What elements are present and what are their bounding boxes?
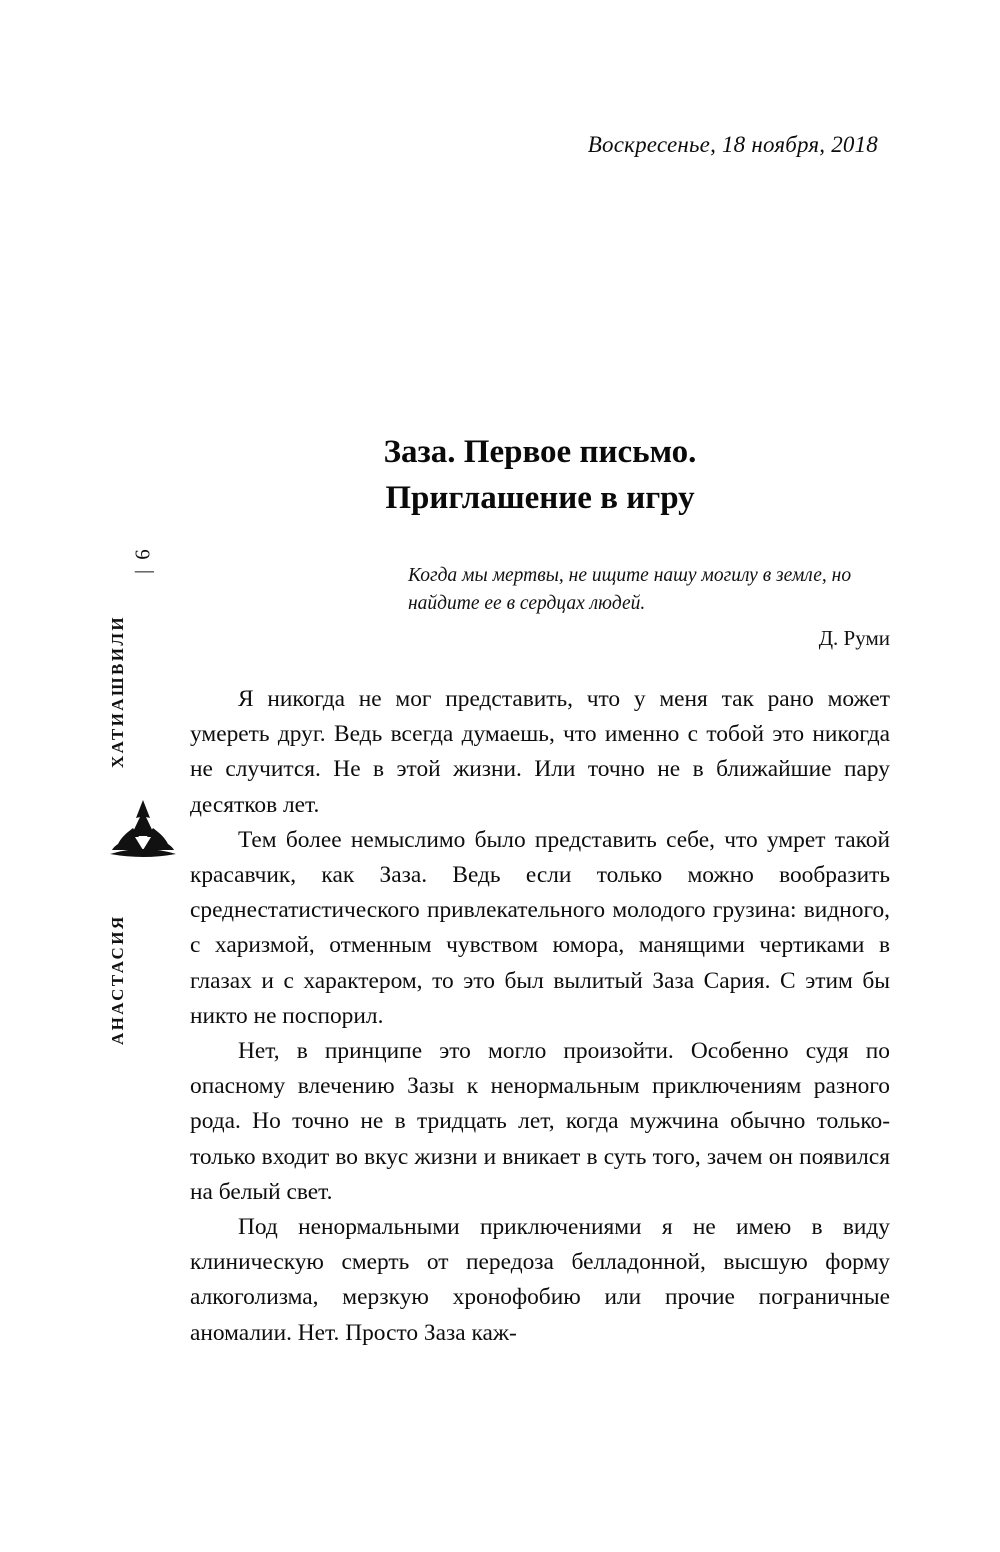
margin-strip	[108, 530, 178, 1070]
running-head-date: Воскресенье, 18 ноября, 2018	[587, 132, 878, 157]
chapter-title-line-1: Заза. Первое письмо.	[383, 434, 697, 471]
epigraph-text: Когда мы мертвы, не ищите нашу могилу в земле, но найдите ее в сердцах людей.	[408, 565, 852, 614]
paragraph: Тем более немыслимо было представить себе, что умрет такой красавчик, как Заза. Ведь если только можно вообразить среднестатистического привлекательного молодого грузина: видного, с харизмой, отменным чувством юмора, манящими чертиками в глазах и с характером, то это был вылитый Заза Сария. С этим бы никто не поспорил.	[190, 826, 890, 1029]
paragraph: Я никогда не мог представить, что у меня так рано может умереть друг. Ведь всегда думаешь, что именно с тобой это никогда не случится. Не в этой жизни. Или точно не в ближайшие пару десятков лет.	[190, 686, 890, 818]
chapter-title-line-2: Приглашение в игру	[385, 480, 695, 517]
epigraph-source: Д. Руми	[818, 626, 890, 650]
page-number: | 6	[130, 546, 155, 574]
paragraph: Под ненормальными приключениями я не имею в виду клиническую смерть от передоза белладонной, высшую форму алкоголизма, мерзкую хронофобию или прочие пограничные аномалии. Нет. Просто Заза каж-	[190, 1214, 890, 1346]
mountain-icon	[108, 792, 178, 872]
author-given-name: АНАСТАСИЯ	[108, 914, 127, 1046]
chapter-title	[190, 429, 890, 521]
body-text	[190, 682, 890, 1351]
paragraph: Нет, в принципе это могло произойти. Особенно судя по опасному влечению Зазы к ненормальным приключениям разного рода. Но точно не в тридцать лет, когда мужчина обычно только-только входит во вкус жизни и вникает в суть того, зачем он появился на белый свет.	[190, 1038, 890, 1205]
author-surname: ХАТИАШВИЛИ	[108, 614, 127, 768]
